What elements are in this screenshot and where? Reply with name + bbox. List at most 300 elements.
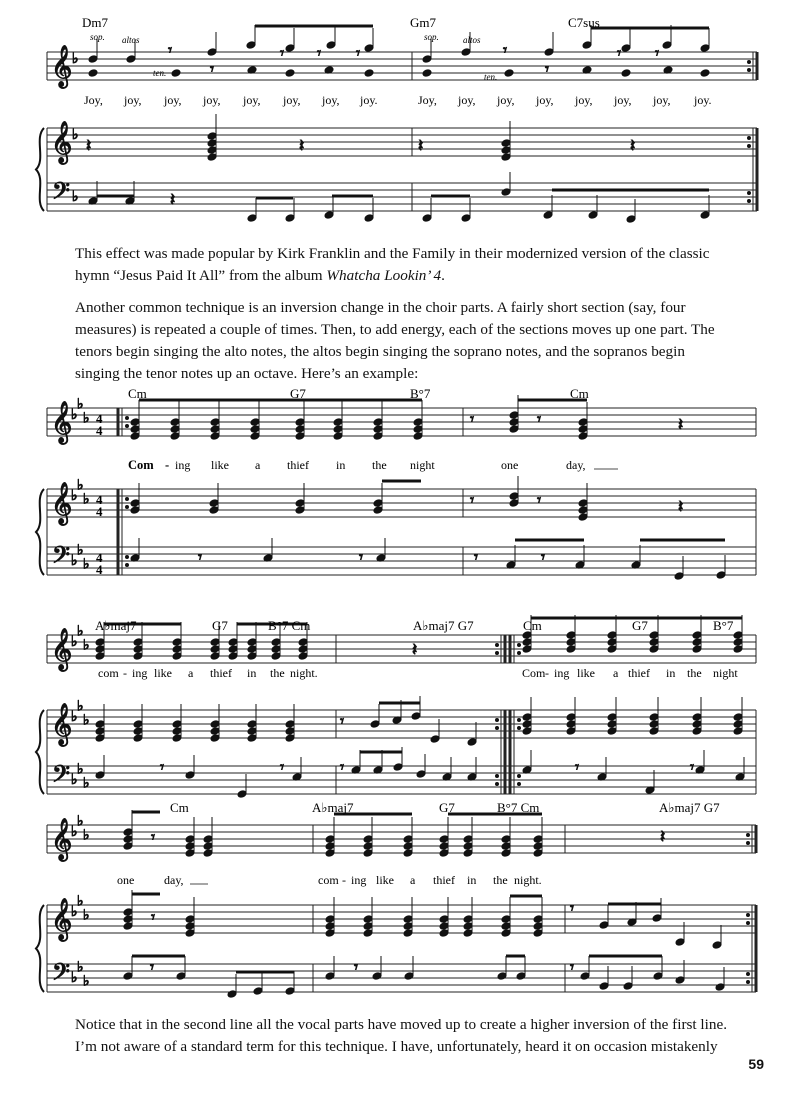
notehead xyxy=(373,432,383,441)
chord-symbol: Cm xyxy=(128,386,147,401)
lyric-syllable: ing xyxy=(132,666,148,680)
notehead xyxy=(210,432,220,441)
chord-symbol: B°7 Cm xyxy=(268,618,311,633)
lyric-syllable: - xyxy=(342,873,346,887)
notehead xyxy=(95,734,105,743)
lyric-syllable: joy, xyxy=(497,93,515,107)
notehead xyxy=(333,432,343,441)
notehead xyxy=(203,849,213,858)
flat-icon: ♭ xyxy=(71,773,78,788)
voice-tag: sop. xyxy=(90,32,105,42)
eighth-rest: 𝄾 xyxy=(280,46,284,62)
eighth-rest: 𝄾 xyxy=(151,910,155,926)
lyric-syllable: like xyxy=(577,666,595,680)
notehead xyxy=(607,631,617,640)
notehead xyxy=(133,652,143,661)
eighth-rest: 𝄾 xyxy=(537,493,541,509)
notehead xyxy=(692,727,702,736)
notehead xyxy=(123,828,133,837)
lyric-syllable: in xyxy=(336,458,346,472)
paragraph-line: Another common technique is an inversion change in the choir parts. A fairly short section (say, four xyxy=(75,299,686,316)
notehead xyxy=(501,922,511,931)
repeat-dot xyxy=(747,973,750,976)
notehead xyxy=(123,908,133,917)
flat-icon: ♭ xyxy=(71,905,78,920)
notehead xyxy=(649,631,659,640)
notehead xyxy=(501,146,511,155)
repeat-dot xyxy=(496,783,499,786)
notehead xyxy=(692,713,702,722)
notehead xyxy=(509,418,519,427)
notehead xyxy=(652,914,662,923)
chord-symbol: B°7 xyxy=(410,386,431,401)
treble-clef-icon: 𝄞 xyxy=(51,483,73,523)
flat-icon: ♭ xyxy=(83,557,90,573)
notehead xyxy=(325,849,335,858)
eighth-rest: 𝄾 xyxy=(198,550,202,566)
notehead xyxy=(285,734,295,743)
lyric-syllable: joy, xyxy=(614,93,632,107)
notehead xyxy=(123,842,133,851)
brace-icon xyxy=(36,128,44,211)
repeat-dot xyxy=(747,834,750,837)
flat-icon: ♭ xyxy=(83,638,90,654)
notehead xyxy=(501,849,511,858)
flat-icon: ♭ xyxy=(72,128,79,143)
quarter-rest: 𝄽 xyxy=(630,136,636,155)
eighth-rest: 𝄾 xyxy=(150,960,154,976)
lyric-syllable: ing xyxy=(351,873,367,887)
eighth-rest: 𝄾 xyxy=(537,412,541,428)
notehead xyxy=(210,727,220,736)
notehead xyxy=(88,69,98,78)
notehead xyxy=(501,153,511,162)
lyric-syllable: joy. xyxy=(360,93,378,107)
chord-symbol: Gm7 xyxy=(410,15,436,30)
notehead xyxy=(580,972,590,981)
notehead xyxy=(364,214,374,223)
notehead xyxy=(733,727,743,736)
notehead xyxy=(467,738,477,747)
notehead xyxy=(210,734,220,743)
notehead xyxy=(403,835,413,844)
notehead xyxy=(463,842,473,851)
notehead xyxy=(607,713,617,722)
lyric-syllable: a xyxy=(410,873,416,887)
chord-symbol: G7 xyxy=(290,386,306,401)
paragraph-line: I’m not aware of a standard term for this technique. I have, unfortunately, heard it on occasion mistakenly xyxy=(75,1038,718,1055)
eighth-rest: 𝄾 xyxy=(151,830,155,846)
notehead xyxy=(413,425,423,434)
notehead xyxy=(578,425,588,434)
notehead xyxy=(715,983,725,992)
chord-symbol: Cm xyxy=(170,800,189,815)
notehead xyxy=(599,982,609,991)
chord-symbol: Cm xyxy=(570,386,589,401)
notehead xyxy=(607,720,617,729)
lyric-syllable: com xyxy=(98,666,119,680)
repeat-dot xyxy=(747,922,750,925)
quarter-rest: 𝄽 xyxy=(660,827,666,846)
notehead xyxy=(95,727,105,736)
notehead xyxy=(130,506,140,515)
notehead xyxy=(207,139,217,148)
eighth-rest: 𝄾 xyxy=(690,760,694,776)
notehead xyxy=(578,513,588,522)
flat-icon: ♭ xyxy=(83,908,90,924)
notehead xyxy=(621,44,631,53)
notehead xyxy=(692,638,702,647)
flat-icon: ♭ xyxy=(71,408,78,423)
flat-icon: ♭ xyxy=(71,554,78,569)
eighth-rest: 𝄾 xyxy=(503,43,507,59)
lyric-syllable: in xyxy=(247,666,257,680)
lyric-syllable: a xyxy=(188,666,194,680)
flat-icon: ♭ xyxy=(83,974,90,990)
quarter-rest: 𝄽 xyxy=(299,136,305,155)
notehead xyxy=(533,922,543,931)
repeat-dot xyxy=(496,652,499,655)
lyric-syllable: Com xyxy=(128,458,154,472)
notehead xyxy=(733,720,743,729)
treble-clef-icon: 𝄞 xyxy=(51,899,73,939)
time-signature-bottom: 4 xyxy=(96,562,103,577)
notehead xyxy=(607,645,617,654)
notehead xyxy=(295,418,305,427)
lyric-syllable: thief xyxy=(433,873,455,887)
notehead xyxy=(621,69,631,78)
notehead xyxy=(363,835,373,844)
notehead xyxy=(130,499,140,508)
lyric-syllable: joy, xyxy=(575,93,593,107)
paragraph-block-1 xyxy=(75,243,765,287)
notehead xyxy=(325,972,335,981)
lyric-syllable: joy, xyxy=(283,93,301,107)
notehead xyxy=(325,922,335,931)
notehead xyxy=(285,720,295,729)
notehead xyxy=(422,214,432,223)
notehead xyxy=(599,921,609,930)
lyric-syllable: ing xyxy=(554,666,570,680)
flat-icon: ♭ xyxy=(83,828,90,844)
lyric-syllable: night. xyxy=(514,873,542,887)
chord-symbol: A♭maj7 xyxy=(312,800,354,815)
notehead xyxy=(247,214,257,223)
notehead xyxy=(566,720,576,729)
notehead xyxy=(95,645,105,654)
notehead xyxy=(285,727,295,736)
notehead xyxy=(207,153,217,162)
repeat-dot xyxy=(748,192,751,195)
notehead xyxy=(123,915,133,924)
notehead xyxy=(247,652,257,661)
lyric-syllable: like xyxy=(211,458,229,472)
notehead xyxy=(250,432,260,441)
notehead xyxy=(649,713,659,722)
notehead xyxy=(501,188,511,197)
notehead xyxy=(675,938,685,947)
lyric-syllable: joy. xyxy=(694,93,712,107)
lyric-syllable: - xyxy=(545,666,549,680)
brace-icon xyxy=(36,710,44,794)
lyric-syllable: joy, xyxy=(536,93,554,107)
notehead xyxy=(210,425,220,434)
flat-icon: ♭ xyxy=(77,762,84,778)
notehead xyxy=(700,211,710,220)
chord-symbol: Dm7 xyxy=(82,15,108,30)
repeat-dot xyxy=(126,506,129,509)
eighth-rest: 𝄾 xyxy=(340,760,344,776)
notehead xyxy=(653,972,663,981)
notehead xyxy=(95,720,105,729)
notehead xyxy=(509,411,519,420)
lyric-syllable: day, xyxy=(164,873,184,887)
notehead xyxy=(439,842,449,851)
notehead xyxy=(439,915,449,924)
notehead xyxy=(497,972,507,981)
repeat-dot xyxy=(518,727,521,730)
flat-icon: ♭ xyxy=(77,699,84,715)
notehead xyxy=(170,425,180,434)
repeat-dot xyxy=(126,564,129,567)
lyric-syllable: in xyxy=(467,873,477,887)
notehead xyxy=(373,499,383,508)
treble-clef-icon: 𝄞 xyxy=(51,819,73,859)
notehead xyxy=(509,492,519,501)
flat-icon: ♭ xyxy=(77,894,84,910)
quarter-rest: 𝄽 xyxy=(412,640,418,659)
notehead xyxy=(578,432,588,441)
paragraph-block-3 xyxy=(75,1014,765,1058)
notehead xyxy=(207,146,217,155)
chord-symbol: Cm xyxy=(523,618,542,633)
lyric-syllable: com xyxy=(318,873,339,887)
lyric-syllable: ing xyxy=(175,458,191,472)
eighth-rest: 𝄾 xyxy=(359,550,363,566)
notehead xyxy=(533,915,543,924)
notehead xyxy=(623,982,633,991)
eighth-rest: 𝄾 xyxy=(210,62,214,78)
notehead xyxy=(373,418,383,427)
eighth-rest: 𝄾 xyxy=(655,46,659,62)
flat-icon: ♭ xyxy=(83,492,90,508)
notehead xyxy=(172,652,182,661)
lyric-syllable: joy, xyxy=(322,93,340,107)
repeat-dot xyxy=(747,842,750,845)
notehead xyxy=(185,922,195,931)
bass-clef-icon: 𝄢 xyxy=(52,762,71,793)
notehead xyxy=(733,645,743,654)
notehead xyxy=(403,929,413,938)
notehead xyxy=(88,55,98,64)
flat-icon: ♭ xyxy=(77,624,84,640)
notehead xyxy=(413,432,423,441)
eighth-rest: 𝄾 xyxy=(340,714,344,730)
notehead xyxy=(416,770,426,779)
eighth-rest: 𝄾 xyxy=(617,46,621,62)
notehead xyxy=(578,499,588,508)
chord-symbol: A♭maj7 G7 xyxy=(659,800,720,815)
notehead xyxy=(228,652,238,661)
notehead xyxy=(501,835,511,844)
notehead xyxy=(95,652,105,661)
chord-symbol: G7 xyxy=(439,800,455,815)
notehead xyxy=(324,211,334,220)
notehead xyxy=(363,842,373,851)
flat-icon: ♭ xyxy=(77,397,84,413)
notehead xyxy=(203,842,213,851)
flat-icon: ♭ xyxy=(72,52,79,67)
notehead xyxy=(363,915,373,924)
lyric-syllable: like xyxy=(154,666,172,680)
notehead xyxy=(403,915,413,924)
paragraph-line: measures) is repeated a couple of times. Then, to add energy, each of the sections moves up one part. The xyxy=(75,321,715,338)
repeat-dot xyxy=(496,775,499,778)
notehead xyxy=(463,849,473,858)
notehead xyxy=(404,972,414,981)
lyric-syllable: the xyxy=(372,458,387,472)
notehead xyxy=(126,55,136,64)
notehead xyxy=(295,432,305,441)
notehead xyxy=(130,425,140,434)
flat-icon: ♭ xyxy=(71,489,78,504)
voice-tag: ten. xyxy=(153,68,167,78)
flat-icon: ♭ xyxy=(77,814,84,830)
lyric-syllable: one xyxy=(501,458,519,472)
repeat-dot xyxy=(126,417,129,420)
lyric-syllable: night xyxy=(410,458,435,472)
eighth-rest: 𝄾 xyxy=(541,550,545,566)
notehead xyxy=(626,215,636,224)
treble-clef-icon: 𝄞 xyxy=(51,629,73,669)
repeat-dot xyxy=(518,652,521,655)
notehead xyxy=(588,211,598,220)
notehead xyxy=(543,211,553,220)
notehead xyxy=(130,432,140,441)
lyric-syllable: joy, xyxy=(203,93,221,107)
eighth-rest: 𝄾 xyxy=(160,760,164,776)
notehead xyxy=(509,499,519,508)
notehead xyxy=(295,425,305,434)
notehead xyxy=(185,835,195,844)
lyric-syllable: a xyxy=(255,458,261,472)
notehead xyxy=(516,972,526,981)
quarter-rest: 𝄽 xyxy=(678,497,684,516)
notehead xyxy=(582,41,592,50)
lyric-syllable: joy, xyxy=(164,93,182,107)
flat-icon: ♭ xyxy=(71,825,78,840)
notehead xyxy=(172,720,182,729)
notehead xyxy=(185,929,195,938)
notehead xyxy=(325,842,335,851)
notehead xyxy=(422,69,432,78)
treble-clef-icon: 𝄞 xyxy=(51,122,73,162)
notehead xyxy=(733,713,743,722)
notehead xyxy=(501,929,511,938)
flat-icon: ♭ xyxy=(71,635,78,650)
notehead xyxy=(210,720,220,729)
notehead xyxy=(209,506,219,515)
notehead xyxy=(172,645,182,654)
notehead xyxy=(463,915,473,924)
eighth-rest: 𝄾 xyxy=(354,960,358,976)
lyric-syllable: day, xyxy=(566,458,586,472)
repeat-dot xyxy=(747,981,750,984)
lyric-syllable: thief xyxy=(628,666,650,680)
notehead xyxy=(509,425,519,434)
notehead xyxy=(95,638,105,647)
eighth-rest: 𝄾 xyxy=(545,62,549,78)
chord-symbol: C7sus xyxy=(568,15,600,30)
quarter-rest: 𝄽 xyxy=(170,190,176,209)
notehead xyxy=(501,915,511,924)
notehead xyxy=(373,506,383,515)
notehead xyxy=(463,835,473,844)
notehead xyxy=(501,139,511,148)
notehead xyxy=(247,645,257,654)
notehead xyxy=(364,44,374,53)
lyric-syllable: Joy, xyxy=(84,93,103,107)
notehead xyxy=(133,645,143,654)
notehead xyxy=(185,771,195,780)
notehead xyxy=(363,922,373,931)
repeat-dot xyxy=(518,644,521,647)
notehead xyxy=(250,418,260,427)
paragraph-line: Notice that in the second line all the vocal parts have moved up to create a higher inversion of the first line. xyxy=(75,1016,728,1033)
notehead xyxy=(649,720,659,729)
notehead xyxy=(607,727,617,736)
notehead xyxy=(298,645,308,654)
notehead xyxy=(210,638,220,647)
brace-icon xyxy=(36,905,44,992)
time-signature-top: 4 xyxy=(96,550,103,565)
notehead xyxy=(185,849,195,858)
time-signature-bottom: 4 xyxy=(96,504,103,519)
notehead xyxy=(253,987,263,996)
flat-icon: ♭ xyxy=(77,543,84,559)
treble-clef-icon: 𝄞 xyxy=(51,46,73,86)
paragraph-line: hymn “Jesus Paid It All” from the album Whatcha Lookin’ 4. xyxy=(75,267,445,284)
notehead xyxy=(203,835,213,844)
lyric-syllable: thief xyxy=(210,666,232,680)
notehead xyxy=(271,652,281,661)
lyric-syllable: night xyxy=(713,666,738,680)
eighth-rest: 𝄾 xyxy=(317,46,321,62)
notehead xyxy=(207,132,217,141)
notehead xyxy=(172,638,182,647)
notehead xyxy=(333,425,343,434)
notehead xyxy=(712,941,722,950)
notehead xyxy=(439,929,449,938)
flat-icon: ♭ xyxy=(72,190,79,205)
notehead xyxy=(522,713,532,722)
notehead xyxy=(649,638,659,647)
notehead xyxy=(363,929,373,938)
notehead xyxy=(692,645,702,654)
notehead xyxy=(463,929,473,938)
lyric-syllable: a xyxy=(613,666,619,680)
treble-clef-icon: 𝄞 xyxy=(51,402,73,442)
flat-icon: ♭ xyxy=(71,971,78,986)
repeat-dot xyxy=(747,914,750,917)
quarter-rest: 𝄽 xyxy=(418,136,424,155)
lyric-syllable: the xyxy=(270,666,285,680)
notehead xyxy=(675,976,685,985)
notehead xyxy=(363,849,373,858)
lyric-syllable: the xyxy=(493,873,508,887)
time-signature-top: 4 xyxy=(96,492,103,507)
notehead xyxy=(403,922,413,931)
